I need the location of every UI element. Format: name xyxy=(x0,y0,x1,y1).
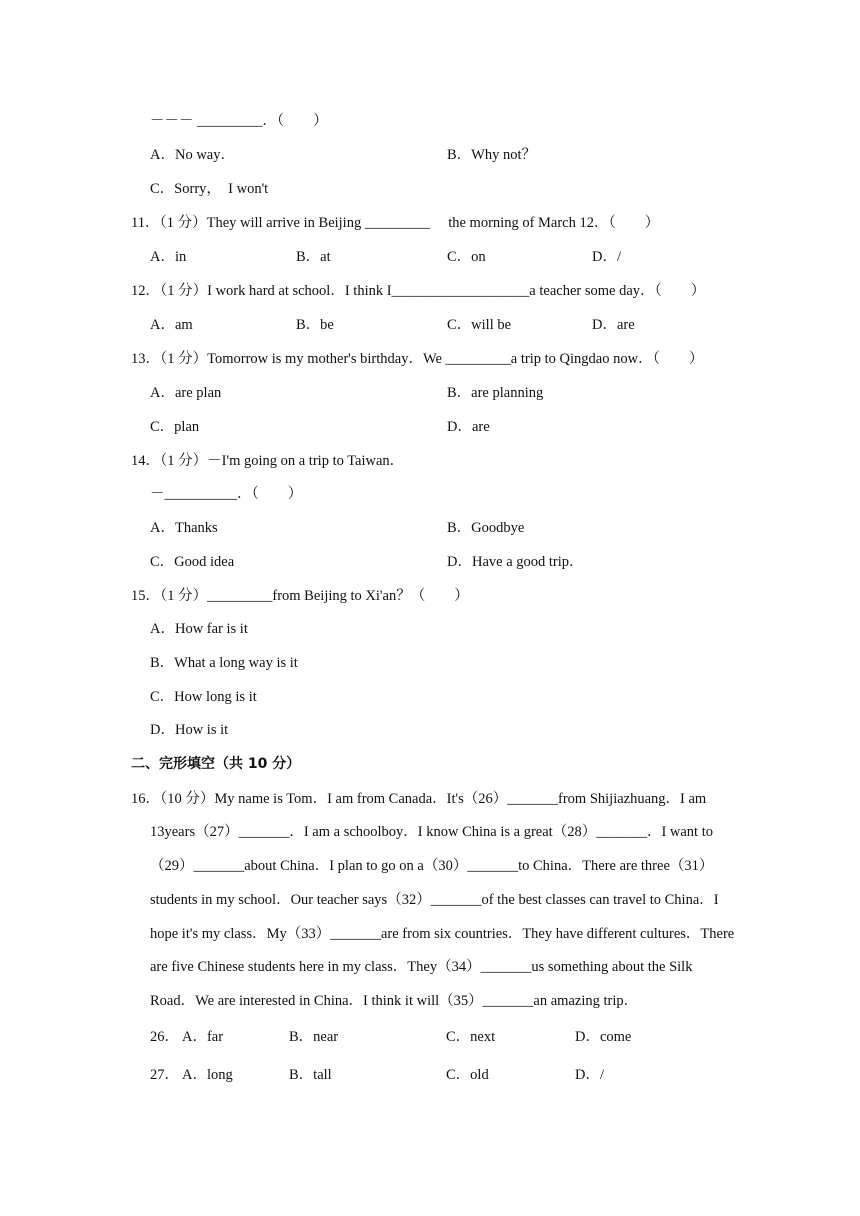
q12-option-c[interactable]: C．will be xyxy=(447,317,512,333)
q13-stem: 13．（1 分）Tomorrow is my mother's birthday．We _________a trip to Qingdao now．（ ） xyxy=(131,351,704,367)
q14-option-c[interactable]: C．Good idea xyxy=(150,554,235,570)
section-title-cloze: 二、完形填空（共 10 分） xyxy=(131,756,301,772)
q27-option-b[interactable]: B．tall xyxy=(289,1067,332,1083)
q10-option-a[interactable]: A．No way． xyxy=(150,147,235,163)
q13-option-d[interactable]: D．are xyxy=(447,419,490,435)
q13-option-a[interactable]: A．are plan xyxy=(150,385,222,401)
q15-option-c[interactable]: C．How long is it xyxy=(150,689,257,705)
q27-number: 27． xyxy=(150,1067,179,1083)
q11-option-b[interactable]: B．at xyxy=(296,249,331,265)
q14-answer-line: －__________．（ ） xyxy=(150,486,303,502)
q16-passage-line-2: 13years（27）_______．I am a schoolboy．I know China is a great（28）_______．I want to xyxy=(150,824,713,840)
q12-option-b[interactable]: B．be xyxy=(296,317,334,333)
q27-option-a[interactable]: A．long xyxy=(182,1067,233,1083)
q16-passage-line-3: （29）_______about China．I plan to go on a（30）_______to China．There are three（31） xyxy=(150,858,714,874)
q16-passage-line-4: students in my school．Our teacher says（32）_______of the best classes can travel to China．I xyxy=(150,892,719,908)
q11-option-d[interactable]: D．/ xyxy=(592,249,621,265)
q14-stem: 14．（1 分）－I'm going on a trip to Taiwan． xyxy=(131,453,405,469)
q26-option-d[interactable]: D．come xyxy=(575,1029,632,1045)
q15-option-d[interactable]: D．How is it xyxy=(150,722,229,738)
q14-option-b[interactable]: B．Goodbye xyxy=(447,520,525,536)
q16-passage-line-6: are five Chinese students here in my class．They（34）_______us something about the Silk xyxy=(150,959,693,975)
q27-option-c[interactable]: C．old xyxy=(446,1067,489,1083)
q11-option-a[interactable]: A．in xyxy=(150,249,187,265)
q13-option-c[interactable]: C．plan xyxy=(150,419,200,435)
q26-option-c[interactable]: C．next xyxy=(446,1029,496,1045)
q16-passage-line-1: 16．（10 分）My name is Tom．I am from Canada．It's（26）_______from Shijiazhuang．I am xyxy=(131,791,707,807)
q12-option-d[interactable]: D．are xyxy=(592,317,635,333)
q16-passage-line-5: hope it's my class．My（33）_______are from six countries．They have different cultures．There xyxy=(150,926,735,942)
q11-stem: 11．（1 分）They will arrive in Beijing _________ the morning of March 12．（ ） xyxy=(131,215,660,231)
q26-option-a[interactable]: A．far xyxy=(182,1029,224,1045)
q14-option-a[interactable]: A．Thanks xyxy=(150,520,218,536)
q13-option-b[interactable]: B．are planning xyxy=(447,385,544,401)
q16-passage-line-7: Road．We are interested in China．I think it will（35）_______an amazing trip． xyxy=(150,993,639,1009)
q27-option-d[interactable]: D．/ xyxy=(575,1067,604,1083)
q10-option-c[interactable]: C．Sorry， I won't xyxy=(150,181,269,197)
q11-option-c[interactable]: C．on xyxy=(447,249,486,265)
q15-option-a[interactable]: A．How far is it xyxy=(150,621,248,637)
q15-stem: 15．（1 分）_________from Beijing to Xi'an？（ ） xyxy=(131,588,469,604)
q10-answer-line: －－－ _________．（ ） xyxy=(150,113,328,129)
q26-option-b[interactable]: B．near xyxy=(289,1029,339,1045)
q14-option-d[interactable]: D．Have a good trip． xyxy=(447,554,584,570)
q15-option-b[interactable]: B．What a long way is it xyxy=(150,655,298,671)
q12-option-a[interactable]: A．am xyxy=(150,317,193,333)
q10-option-b[interactable]: B．Why not？ xyxy=(447,147,537,163)
q26-number: 26． xyxy=(150,1029,179,1045)
q12-stem: 12．（1 分）I work hard at school．I think I___________________a teacher some day．（ ） xyxy=(131,283,706,299)
